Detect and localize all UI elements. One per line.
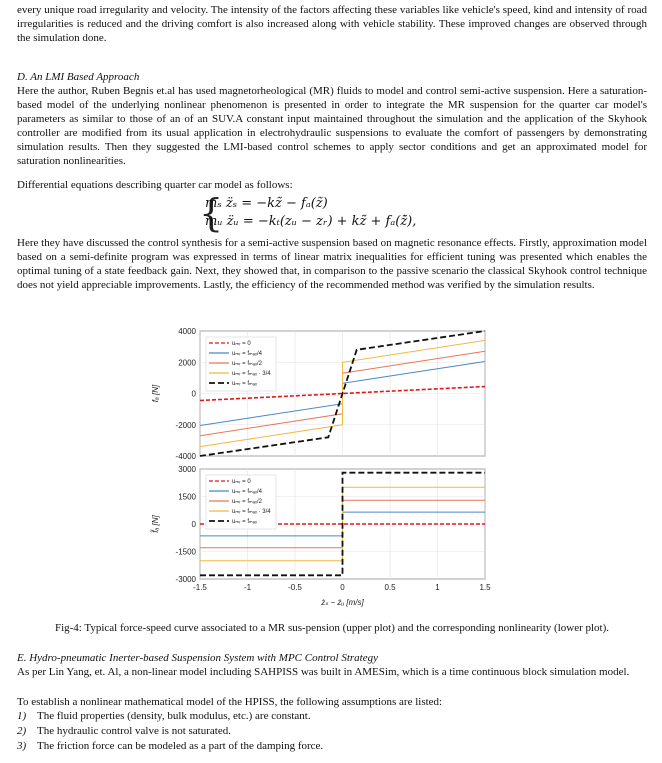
x-tick-label: 1	[435, 583, 440, 592]
legend-label: uₘᵣ = fₘₐₓ · 3/4	[232, 371, 271, 377]
legend-label: uₘᵣ = fₘₐₓ/2	[232, 499, 262, 505]
equation-2: mᵤ z̈ᵤ = −kₜ(zᵤ − zᵣ) + kz̃ + fₐ(z̃̇),	[205, 214, 417, 229]
y-tick-label: 2000	[178, 358, 196, 368]
legend-label: uₘᵣ = fₘₐₓ/4	[232, 489, 262, 495]
y-tick-label: -1500	[175, 547, 196, 557]
y-tick-label: 1500	[178, 492, 196, 502]
x-tick-label: -0.5	[288, 583, 302, 592]
x-tick-label: -1.5	[193, 583, 207, 592]
section-d-paragraph-1: Here the author, Ruben Begnis et.al has used magnetorheological (MR) fluids to model and control semi-active suspension. Here a saturation-based model of the underlying nonlinear phenomenon is presented in order to integrate the MR suspension for the quarter car model's parameters as similar to those of an of an SUV.A constant input maintained throughout the simulation and the application of the Skyhook controller are modified from its usual application in electrohydraulic suspensions to evaluate the comfort of passengers by demonstrating simulation results. Then they suggested the LMI-based control schemes to apply sector conditions and get an approximated model for saturation nonlinearities.	[17, 85, 647, 168]
section-d-paragraph-2: Here they have discussed the control synthesis for a semi-active suspension based on magnetic resonance effects. Firstly, approximation model based on a semi-definite program was expressed in terms of linear matrix inequalities for efficient tuning was presented which enables the optimal tuning of a state feedback gain. Next, they showed that, in comparison to the passive scenario the classical Skyhook control technique does not yield appreciable improvements. Lastly, the efficiency of the recommended method was verified by the simulation results.	[17, 237, 647, 292]
x-tick-label: -1	[243, 583, 252, 592]
list-item-text: The fluid properties (density, bulk modulus, etc.) are constant.	[37, 710, 311, 722]
equation-1: mₛ z̈ₛ = −kz̃ − fₐ(z̃)	[205, 196, 328, 211]
x-axis-label: żₛ − żᵤ [m/s]	[321, 598, 364, 607]
list-item-number: 1)	[17, 710, 27, 722]
legend-label: uₘᵣ = fₘₐₓ/2	[232, 361, 262, 367]
legend-label: uₘᵣ = fₘₐₓ · 3/4	[232, 509, 271, 515]
legend-label: uₘᵣ = 0	[232, 479, 251, 485]
equation-intro: Differential equations describing quarter car model as follows:	[17, 179, 293, 191]
list-item	[17, 709, 311, 723]
intro-paragraph: every unique road irregularity and velocity. The intensity of the factors affecting these variables like vehicle's speed, kind and intensity of road irregularities is reduced and the driving comfort is also increased along with vehicle stability. These improved changes are observed through the simulation done.	[17, 4, 647, 45]
list-item	[17, 739, 323, 753]
section-d-heading: D. An LMI Based Approach	[17, 71, 140, 83]
x-tick-label: 1.5	[479, 583, 491, 592]
force-speed-figure	[140, 323, 520, 618]
legend-label: uₘᵣ = fₘₐₓ	[232, 519, 257, 525]
y-tick-label: 0	[191, 389, 196, 399]
y-tick-label: -4000	[175, 452, 196, 461]
legend-label: uₘᵣ = fₘₐₓ/4	[232, 351, 262, 357]
list-item	[17, 724, 231, 738]
y-axis-label: fₐ [N]	[151, 384, 160, 403]
legend-label: uₘᵣ = 0	[232, 341, 251, 347]
figure-caption: Fig-4: Typical force-speed curve associated to a MR sus-pension (upper plot) and the corresponding nonlinearity (lower plot).	[54, 622, 610, 634]
list-item-number: 2)	[17, 725, 27, 737]
list-item-number: 3)	[17, 740, 27, 752]
y-tick-label: 3000	[178, 465, 196, 474]
x-tick-label: 0.5	[384, 583, 396, 592]
section-e-paragraph-1: As per Lin Yang, et. Al, a non-linear model including SAHPISS was built in AMESim, which is a time continuous block simulation model.	[17, 666, 630, 678]
list-item-text: The friction force can be modeled as a part of the damping force.	[37, 740, 324, 752]
y-tick-label: -3000	[175, 575, 196, 584]
y-axis-label: f̃ₐ [N]	[151, 515, 160, 533]
y-tick-label: 0	[191, 520, 196, 529]
y-tick-label: -2000	[175, 420, 196, 430]
legend-label: uₘᵣ = fₘₐₓ	[232, 381, 257, 387]
x-tick-label: 0	[340, 583, 345, 592]
section-e-paragraph-2: To establish a nonlinear mathematical model of the HPISS, the following assumptions are listed:	[17, 696, 443, 708]
equation-brace: {	[199, 191, 224, 235]
y-tick-label: 4000	[178, 327, 196, 336]
section-e-heading: E. Hydro-pneumatic Inerter-based Suspension System with MPC Control Strategy	[17, 652, 378, 664]
list-item-text: The hydraulic control valve is not saturated.	[37, 725, 231, 737]
